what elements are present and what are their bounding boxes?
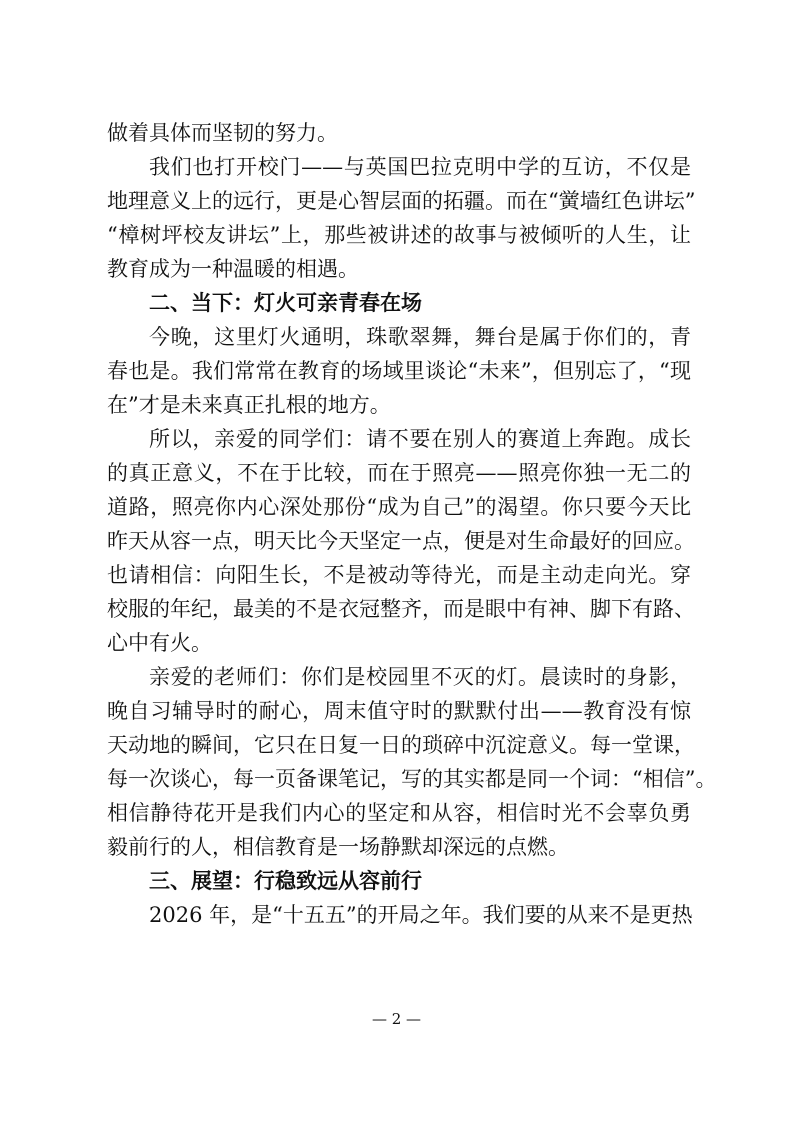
- text-line: 所以，亲爱的同学们：请不要在别人的赛道上奔跑。成长: [149, 427, 691, 451]
- text-line: 亲爱的老师们：你们是校园里不灭的灯。晨读时的身影，: [149, 665, 691, 689]
- paragraph: [107, 116, 691, 150]
- section-heading: [107, 286, 691, 320]
- text-line: 每一次谈心，每一页备课笔记，写的其实都是同一个词：“相信”。: [107, 767, 717, 791]
- text-line: 今晚，这里灯火通明，珠歌翠舞，舞台是属于你们的，青: [149, 325, 691, 349]
- text-line: 相信静待花开是我们内心的坚定和从容，相信时光不会辜负勇: [107, 801, 691, 825]
- text-line: 地理意义上的远行，更是心智层面的拓疆。而在“黉墙红色讲坛”: [107, 189, 696, 213]
- text-line: 教育成为一种温暖的相遇。: [107, 257, 359, 281]
- page-number: — 2 —: [371, 1010, 422, 1028]
- text-line: 毅前行的人，相信教育是一场静默却深远的点燃。: [107, 835, 569, 859]
- text-line: 道路，照亮你内心深处那份“成为自己”的渴望。你只要今天比: [107, 495, 691, 519]
- heading-line: 二、当下：灯火可亲青春在场: [149, 291, 422, 315]
- paragraph: [107, 320, 691, 422]
- text-line: 昨天从容一点，明天比今天坚定一点，便是对生命最好的回应。: [107, 529, 695, 553]
- text-line: 的真正意义，不在于比较，而在于照亮——照亮你独一无二的: [107, 461, 691, 485]
- text-line: 晚自习辅导时的耐心，周末值守时的默默付出——教育没有惊: [107, 699, 691, 723]
- paragraph: [107, 660, 717, 864]
- paragraph: [107, 150, 696, 286]
- text-line: 校服的年纪，最美的不是衣冠整齐，而是眼中有神、脚下有路、: [107, 597, 695, 621]
- paragraph: [107, 422, 695, 660]
- text-line: 我们也打开校门——与英国巴拉克明中学的互访，不仅是: [149, 155, 691, 179]
- document-body: [107, 116, 717, 932]
- heading-line: 三、展望：行稳致远从容前行: [149, 869, 422, 893]
- text-line: 也请相信：向阳生长，不是被动等待光，而是主动走向光。穿: [107, 563, 691, 587]
- paragraph: [107, 898, 691, 932]
- text-line: 春也是。我们常常在教育的场域里谈论“未来”，但别忘了，“现: [107, 359, 691, 383]
- text-line: 心中有火。: [107, 631, 212, 655]
- text-line: “樟树坪校友讲坛”上，那些被讲述的故事与被倾听的人生，让: [107, 223, 691, 247]
- text-line: 在”才是未来真正扎根的地方。: [107, 393, 391, 417]
- text-line: 天动地的瞬间，它只在日复一日的琐碎中沉淀意义。每一堂课，: [107, 733, 695, 757]
- text-line: 做着具体而坚韧的努力。: [107, 121, 338, 145]
- section-heading: [107, 864, 691, 898]
- text-line: 2026 年，是“十五五”的开局之年。我们要的从来不是更热: [149, 903, 693, 927]
